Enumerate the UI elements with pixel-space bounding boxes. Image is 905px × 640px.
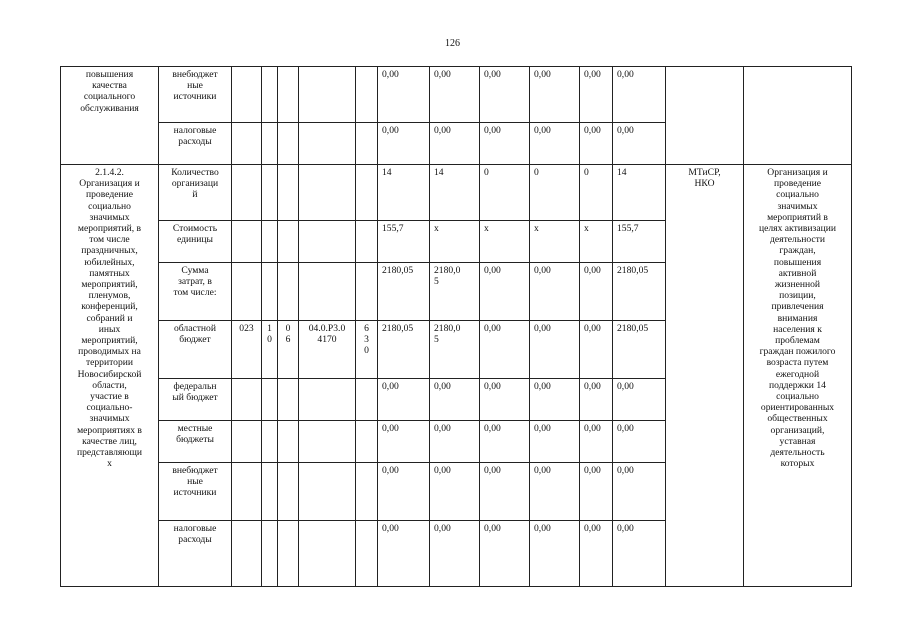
code-grbs	[232, 463, 262, 521]
value-cell: 0,00	[580, 123, 613, 165]
value-cell: 0,00	[530, 379, 580, 421]
row-label: Количество организаци й	[159, 165, 232, 221]
table-row	[61, 165, 852, 221]
value-cell: 0,00	[613, 521, 666, 587]
result-cell-prev	[744, 67, 852, 165]
table-body	[61, 67, 852, 587]
code-csr	[299, 263, 356, 321]
value-cell: 2180,05	[613, 263, 666, 321]
value-cell: 0,00	[580, 521, 613, 587]
value-cell: 0,00	[480, 521, 530, 587]
code-csr	[299, 521, 356, 587]
row-label: областной бюджет	[159, 321, 232, 379]
code-csr	[299, 221, 356, 263]
code-vr	[356, 165, 378, 221]
row-label: местные бюджеты	[159, 421, 232, 463]
value-cell: 0,00	[480, 463, 530, 521]
code-pr	[278, 221, 299, 263]
row-label: налоговые расходы	[159, 123, 232, 165]
code-pr: 0 6	[278, 321, 299, 379]
row-label: внебюджет ные источники	[159, 463, 232, 521]
code-rz	[262, 521, 278, 587]
code-vr	[356, 221, 378, 263]
value-cell: 0,00	[480, 67, 530, 123]
value-cell: 0,00	[530, 67, 580, 123]
value-cell: 0,00	[378, 421, 430, 463]
value-cell: 0,00	[430, 123, 480, 165]
budget-table	[60, 66, 852, 587]
value-cell: 0,00	[530, 321, 580, 379]
value-cell: 2180,0 5	[430, 321, 480, 379]
value-cell: 0,00	[378, 67, 430, 123]
value-cell: 0,00	[430, 521, 480, 587]
value-cell: 0,00	[378, 521, 430, 587]
value-cell: 0,00	[580, 379, 613, 421]
code-rz	[262, 263, 278, 321]
value-cell: 0,00	[530, 421, 580, 463]
value-cell: 155,7	[378, 221, 430, 263]
value-cell: 14	[378, 165, 430, 221]
value-cell: 0,00	[480, 379, 530, 421]
code-grbs	[232, 421, 262, 463]
value-cell: 0	[580, 165, 613, 221]
table-row	[61, 67, 852, 123]
page-number: 126	[445, 38, 460, 49]
code-vr	[356, 521, 378, 587]
code-csr	[299, 165, 356, 221]
code-rz	[262, 421, 278, 463]
code-csr	[299, 421, 356, 463]
value-cell: 0	[530, 165, 580, 221]
value-cell: 0,00	[613, 421, 666, 463]
value-cell: 2180,05	[378, 263, 430, 321]
value-cell: 14	[430, 165, 480, 221]
value-cell: x	[430, 221, 480, 263]
code-pr	[278, 263, 299, 321]
value-cell: 0,00	[480, 421, 530, 463]
executor-cell-prev	[666, 67, 744, 165]
value-cell: 0,00	[430, 463, 480, 521]
row-label: внебюджет ные источники	[159, 67, 232, 123]
value-cell: 0,00	[613, 463, 666, 521]
value-cell: 0,00	[378, 379, 430, 421]
value-cell: 0,00	[580, 263, 613, 321]
code-rz	[262, 221, 278, 263]
value-cell: 0,00	[580, 321, 613, 379]
value-cell: 2180,0 5	[430, 263, 480, 321]
value-cell: 155,7	[613, 221, 666, 263]
value-cell: x	[580, 221, 613, 263]
code-grbs	[232, 221, 262, 263]
code-vr	[356, 463, 378, 521]
measure-name-tail: повышения качества социального обслуживания	[61, 67, 159, 165]
code-vr	[356, 263, 378, 321]
value-cell: 0,00	[613, 67, 666, 123]
code-rz: 1 0	[262, 321, 278, 379]
value-cell: 0,00	[530, 463, 580, 521]
value-cell: 0,00	[613, 123, 666, 165]
value-cell: 0,00	[613, 379, 666, 421]
code-csr	[299, 379, 356, 421]
value-cell: 0,00	[480, 263, 530, 321]
value-cell: x	[480, 221, 530, 263]
value-cell: x	[530, 221, 580, 263]
result-cell: Организация и проведение социально значимых мероприятий в целях активизации деятельности граждан, повышения активной жизненной позиции, привлечения внимания населения к проблемам граждан пожилого возраста путем ежегодной поддержки 14 социально ориентированных общественных организаций, уставная деятельность которых	[744, 165, 852, 587]
code-pr	[278, 165, 299, 221]
code-grbs	[232, 379, 262, 421]
code-vr	[356, 421, 378, 463]
value-cell: 0,00	[580, 463, 613, 521]
row-label: Сумма затрат, в том числе:	[159, 263, 232, 321]
row-label: налоговые расходы	[159, 521, 232, 587]
value-cell: 0,00	[430, 421, 480, 463]
value-cell: 0,00	[580, 421, 613, 463]
row-label: Стоимость единицы	[159, 221, 232, 263]
value-cell: 0	[480, 165, 530, 221]
value-cell: 0,00	[378, 123, 430, 165]
code-rz	[262, 463, 278, 521]
code-grbs	[232, 165, 262, 221]
value-cell: 0,00	[530, 521, 580, 587]
code-pr	[278, 421, 299, 463]
value-cell: 2180,05	[378, 321, 430, 379]
row-label: федеральн ый бюджет	[159, 379, 232, 421]
value-cell: 0,00	[430, 67, 480, 123]
value-cell: 0,00	[580, 67, 613, 123]
code-csr	[299, 463, 356, 521]
value-cell: 0,00	[480, 321, 530, 379]
value-cell: 0,00	[378, 463, 430, 521]
code-pr	[278, 521, 299, 587]
value-cell: 0,00	[430, 379, 480, 421]
value-cell: 14	[613, 165, 666, 221]
code-vr	[356, 379, 378, 421]
code-pr	[278, 379, 299, 421]
code-pr	[278, 463, 299, 521]
code-csr: 04.0.Р3.0 4170	[299, 321, 356, 379]
value-cell: 2180,05	[613, 321, 666, 379]
code-rz	[262, 379, 278, 421]
measure-title: 2.1.4.2. Организация и проведение социально значимых мероприятий, в том числе праздничных, юбилейных, памятных мероприятий, пленумов, конференций, собраний и иных мероприятий, проводимых на территории Новосибирской области, участие в социально- значимых мероприятиях в качестве лиц, представляющи х	[61, 165, 159, 587]
code-grbs: 023	[232, 321, 262, 379]
value-cell: 0,00	[480, 123, 530, 165]
code-vr: 6 3 0	[356, 321, 378, 379]
code-grbs	[232, 521, 262, 587]
value-cell: 0,00	[530, 263, 580, 321]
code-grbs	[232, 263, 262, 321]
code-rz	[262, 165, 278, 221]
executor-cell: МТиСР, НКО	[666, 165, 744, 587]
value-cell: 0,00	[530, 123, 580, 165]
